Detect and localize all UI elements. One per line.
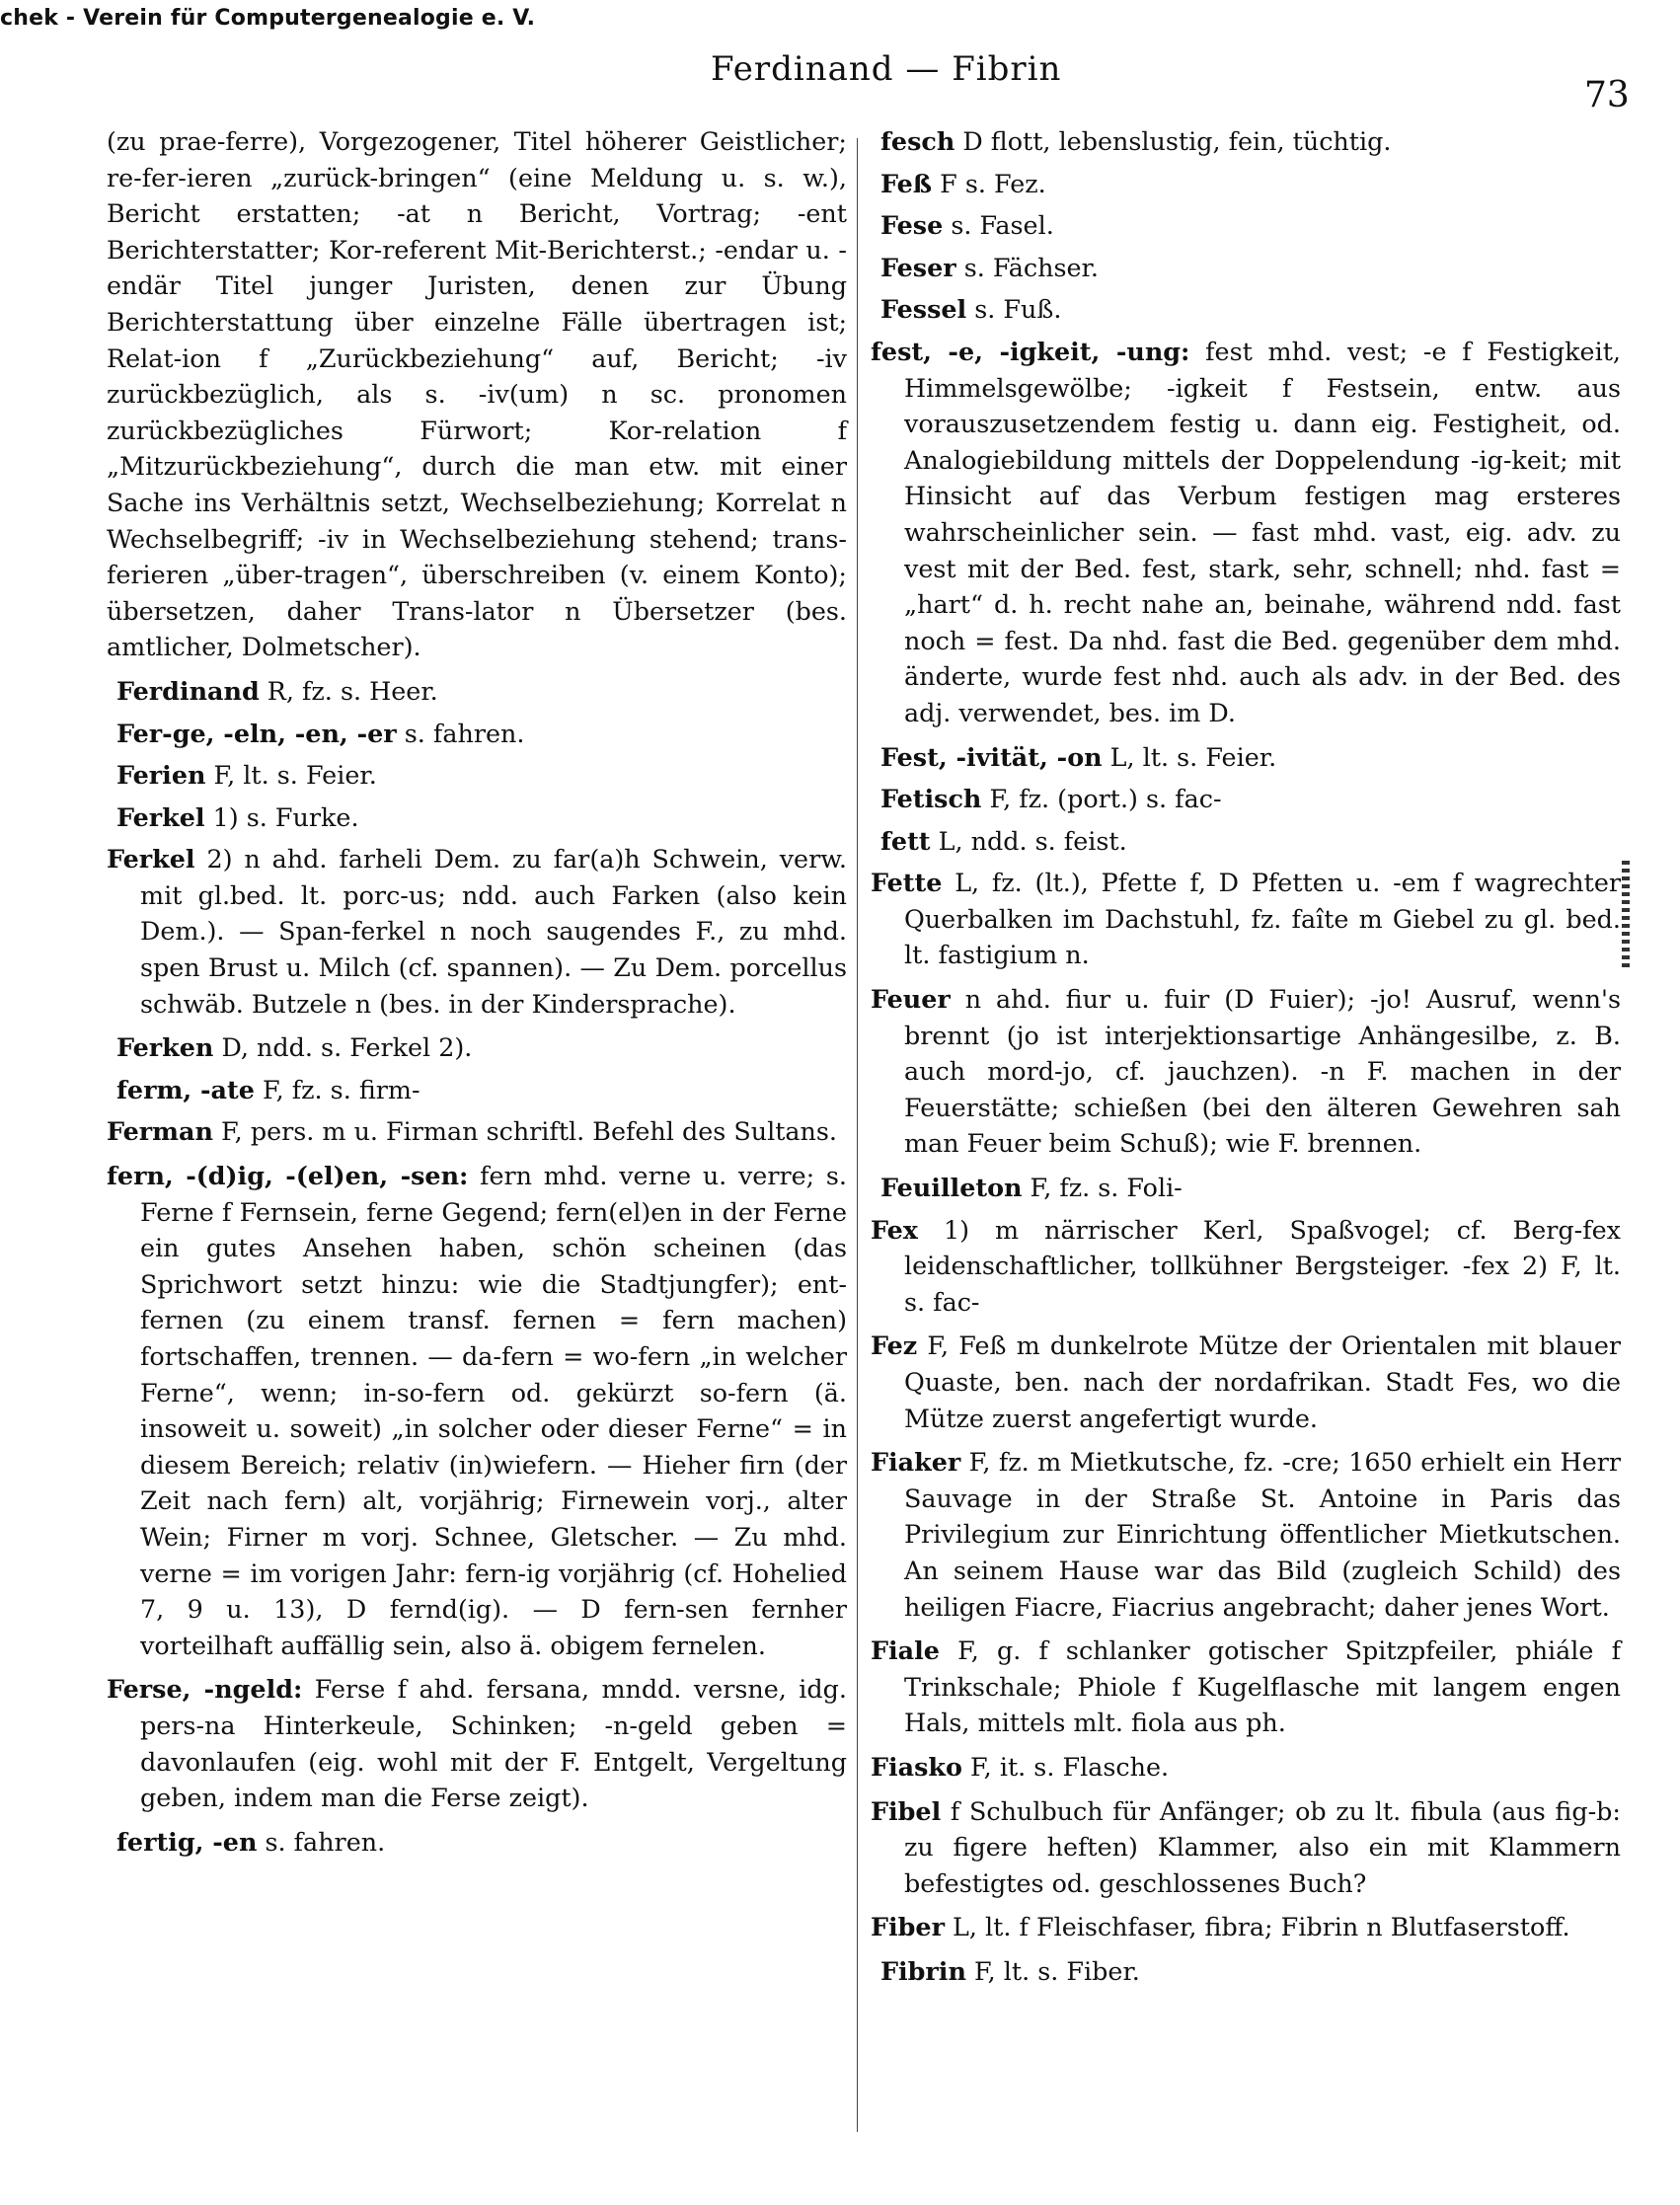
dictionary-entry [871,781,1621,817]
dictionary-entry [107,123,847,665]
entry-text: fern mhd. verne u. verre; s. Ferne f Fernsein, ferne Gegend; fern(el)en in der Ferne ein gutes Ansehen haben, schön scheinen (das Sprichwort setzt hinzu: wie die Stadtjungfer); ent-fernen (zu einem transf. fernen = fern machen) fortschaffen, trennen. — da-fern = wo-fern „in welcher Ferne“, wenn; in-so-fern od. gekürzt so-fern (ä. insoweit u. soweit) „in solcher oder dieser Ferne“ = in diesem Bereich; relativ (in)wiefern. — Hieher firn (der Zeit nach fern) alt, vorjährig; Firnewein vorj., alter Wein; Firner m vorj. Schnee, Gletscher. — Zu mhd. verne = im vorigen Jahr: fern-ig vorjährig (cf. Hohelied 7, 9 u. 13), D fernd(ig). — D fern-sen fernher vorteilhaft auffällig sein, also ä. obigem fernelen. [140,1161,847,1660]
entry-text: F, Feß m dunkelrote Mütze der Orientalen mit blauer Quaste, ben. nach der nordafrikan. Stadt Fes, wo die Mütze zuerst angefertigt wurde. [904,1331,1621,1433]
dictionary-entry [871,739,1621,776]
dictionary-entry [871,166,1621,202]
dictionary-entry [871,981,1621,1162]
entry-text: n ahd. fiur u. fuir (D Fuier); -jo! Ausruf, wenn's brennt (jo ist interjektionsartige Anhängesilbe, z. B. auch mord-jo, cf. jauchzen). -n F. machen in der Feuerstätte; schießen (bei den älteren Gewehren sah man Feuer beim Schuß); wie F. brennen. [904,984,1621,1159]
entry-text: f Schulbuch für Anfänger; ob zu lt. fibula (aus fig-b: zu figere heften) Klammer, also ein mit Klammern befestigtes od. geschlossenes Buch? [904,1795,1621,1898]
entry-headword: Ferien [116,760,206,791]
entry-headword: Fibrin [880,1955,966,1986]
entry-text: 1) s. Furke. [204,801,359,832]
dictionary-entry [107,1113,847,1150]
dictionary-entry [871,1909,1621,1945]
entry-headword: fett [880,825,931,856]
dictionary-entry [871,1953,1621,1990]
column-rule [857,138,858,2132]
entry-text: (zu prae-ferre), Vorgezogener, Titel höherer Geistlicher; re-fer-ieren „zurück-bringen“ (eine Meldung u. s. w.), Bericht erstatten; -at n Bericht, Vortrag; -ent Berichterstatter; Kor-referent Mit-Berichterst.; -endar u. -endär Titel junger Juristen, denen zur Übung Berichterstattung über einzelne Fälle übertragen ist; Relat-ion f „Zurückbeziehung“ auf, Bericht; -iv zurückbezüglich, als s. -iv(um) n sc. pronomen zurückbezügliches Fürwort; Kor-relation f „Mitzurückbeziehung“, durch die man etw. mit einer Sache ins Verhältnis setzt, Wechselbeziehung; Korrelat n Wechselbegriff; -iv in Wechselbeziehung stehend; trans-ferieren „über-tragen“, überschreiben (v. einem Konto); übersetzen, daher Trans-lator n Übersetzer (bes. amtlicher, Dolmetscher). [107,126,847,662]
dictionary-entry [871,1793,1621,1902]
entry-headword: Fest, -ivität, -on [880,741,1103,772]
dictionary-entry [107,716,847,752]
entry-text: fest mhd. vest; -e f Festigkeit, Himmelsgewölbe; -igkeit f Festsein, entw. aus vorauszusetzendem festig u. dann eig. Festigheit, od. Analogiebildung mittels der Doppelendung -ig-keit; mit Hinsicht auf das Verbum festigen mag ersteres wahrscheinlicher sein. — fast mhd. vast, eig. adv. zu vest mit der Bed. fest, stark, sehr, schnell; nhd. fast = „hart“ d. h. recht nahe an, beinahe, während ndd. fast noch = fest. Da nhd. fast die Bed. gegenüber dem mhd. änderte, wurde fest nhd. auch als adv. in der Bed. des adj. verwendet, bes. im D. [904,336,1621,727]
entry-headword: Fetisch [880,784,982,814]
entry-text: 1) m närrischer Kerl, Spaßvogel; cf. Berg-fex leidenschaftlicher, tollkühner Bergsteiger. -fex 2) F, lt. s. fac- [904,1214,1621,1317]
entry-text: F, lt. s. Fiber. [965,1955,1140,1986]
entry-text: s. fahren. [257,1826,386,1857]
entry-headword: Ferdinand [116,675,260,706]
dictionary-entry [871,291,1621,328]
entry-headword: Fer-ge, -eln, -en, -er [116,718,397,748]
entry-text: s. fahren. [396,718,525,748]
dictionary-entry [871,123,1621,160]
entry-headword: Fessel [880,294,967,325]
entry-text: R, fz. s. Heer. [259,675,438,706]
entry-text: s. Fasel. [943,210,1054,241]
entry-headword: Feß [880,168,933,198]
entry-text: D flott, lebenslustig, fein, tüchtig. [955,126,1392,156]
entry-headword: Fex [871,1214,918,1245]
dictionary-entry [107,841,847,1022]
entry-text: F, pers. m u. Firman schriftl. Befehl des Sultans. [212,1116,837,1147]
left-column [107,123,847,1865]
entry-headword: Ferken [116,1032,214,1063]
entry-headword: Feuer [871,984,951,1015]
entry-headword: Ferkel [116,801,205,832]
dictionary-entry [871,1170,1621,1206]
entry-text: L, lt. s. Feier. [1102,741,1277,772]
entry-text: D, ndd. s. Ferkel 2). [213,1032,473,1063]
entry-text: L, lt. f Fleischfaser, fibra; Fibrin n Blutfaserstoff. [944,1912,1570,1942]
entry-text: F, fz. s. firm- [254,1074,420,1104]
dictionary-entry [871,823,1621,860]
watermark: chek - Verein für Computergenealogie e. V. [0,6,536,31]
entry-text: F, fz. m Mietkutsche, fz. -cre; 1650 erhielt ein Herr Sauvage in der Straße St. Antoine in Paris das Privilegium zur Einrichtung öffentlicher Mietkutschen. An seinem Hause war das Bild (zugleich Schild) des heiligen Fiacre, Fiacrius angebracht; daher jenes Wort. [904,1447,1621,1622]
entry-headword: Feser [880,252,956,282]
dictionary-entry [107,1029,847,1066]
entry-headword: ferm, -ate [116,1074,255,1104]
dictionary-entry [107,757,847,794]
entry-headword: Ferkel [107,844,195,874]
entry-headword: Fez [871,1331,918,1361]
entry-headword: fertig, -en [116,1826,258,1857]
entry-headword: Fiaker [871,1447,961,1478]
dictionary-entry [871,1444,1621,1625]
dictionary-entry [871,1212,1621,1321]
entry-headword: fern, -(d)ig, -(el)en, -sen: [107,1161,469,1191]
entry-headword: fest, -e, -igkeit, -ung: [871,336,1190,366]
entry-text: 2) n ahd. farheli Dem. zu far(a)h Schwein, verw. mit gl.bed. lt. porc-us; ndd. auch Farken (also kein Dem.). — Span-ferkel n noch saugendes F., zu mhd. spen Brust u. Milch (cf. spannen). — Zu Dem. porcellus schwäb. Butzele n (bes. in der Kindersprache). [140,844,847,1019]
dictionary-entry [107,799,847,836]
entry-headword: Fette [871,868,943,898]
dictionary-entry [871,334,1621,731]
dictionary-entry [107,1072,847,1108]
entry-text: L, fz. (lt.), Pfette f, D Pfetten u. -em f wagrechter Querbalken im Dachstuhl, fz. faîte m Giebel zu gl. bed. lt. fastigium n. [904,868,1621,970]
dictionary-entry [107,673,847,710]
dictionary-entry [871,865,1621,973]
dictionary-entry [107,1671,847,1815]
entry-text: F, lt. s. Feier. [205,760,377,791]
dictionary-entry [107,1824,847,1861]
entry-text: F s. Fez. [932,168,1046,198]
dictionary-entry [871,1749,1621,1786]
page-number: 73 [1584,75,1630,115]
dictionary-entry [871,1633,1621,1741]
margin-mark [1622,859,1630,967]
dictionary-entry [871,207,1621,244]
entry-headword: Fese [880,210,944,241]
entry-text: F, it. s. Flasche. [961,1751,1170,1782]
entry-text: F, fz. (port.) s. fac- [981,784,1222,814]
entry-headword: Fiale [871,1635,940,1666]
entry-text: F, fz. s. Foli- [1022,1173,1183,1203]
entry-headword: Ferman [107,1116,213,1147]
entry-headword: Fiber [871,1912,945,1942]
entry-text: s. Fuß. [966,294,1062,325]
entry-headword: fesch [880,126,955,156]
entry-headword: Fibel [871,1795,942,1826]
dictionary-entry [871,250,1621,286]
right-column [871,123,1621,1996]
entry-text: Ferse f ahd. fersana, mndd. versne, idg. pers-na Hinterkeule, Schinken; -n-geld geben = davonlaufen (eig. wohl mit der F. Entgelt, Vergeltung geben, indem man die Ferse zeigt). [140,1674,847,1813]
running-head: Ferdinand — Fibrin [711,49,1062,89]
entry-text: s. Fächser. [955,252,1099,282]
entry-headword: Feuilleton [880,1173,1023,1203]
entry-headword: Fiasko [871,1751,962,1782]
entry-headword: Ferse, -ngeld: [107,1674,303,1705]
entry-text: L, ndd. s. feist. [930,825,1127,856]
entry-text: F, g. f schlanker gotischer Spitzpfeiler, phiále f Trinkschale; Phiole f Kugelflasche mit langem engen Hals, mittels mlt. fiola aus ph. [904,1635,1621,1738]
dictionary-entry [871,1328,1621,1436]
dictionary-entry [107,1158,847,1663]
